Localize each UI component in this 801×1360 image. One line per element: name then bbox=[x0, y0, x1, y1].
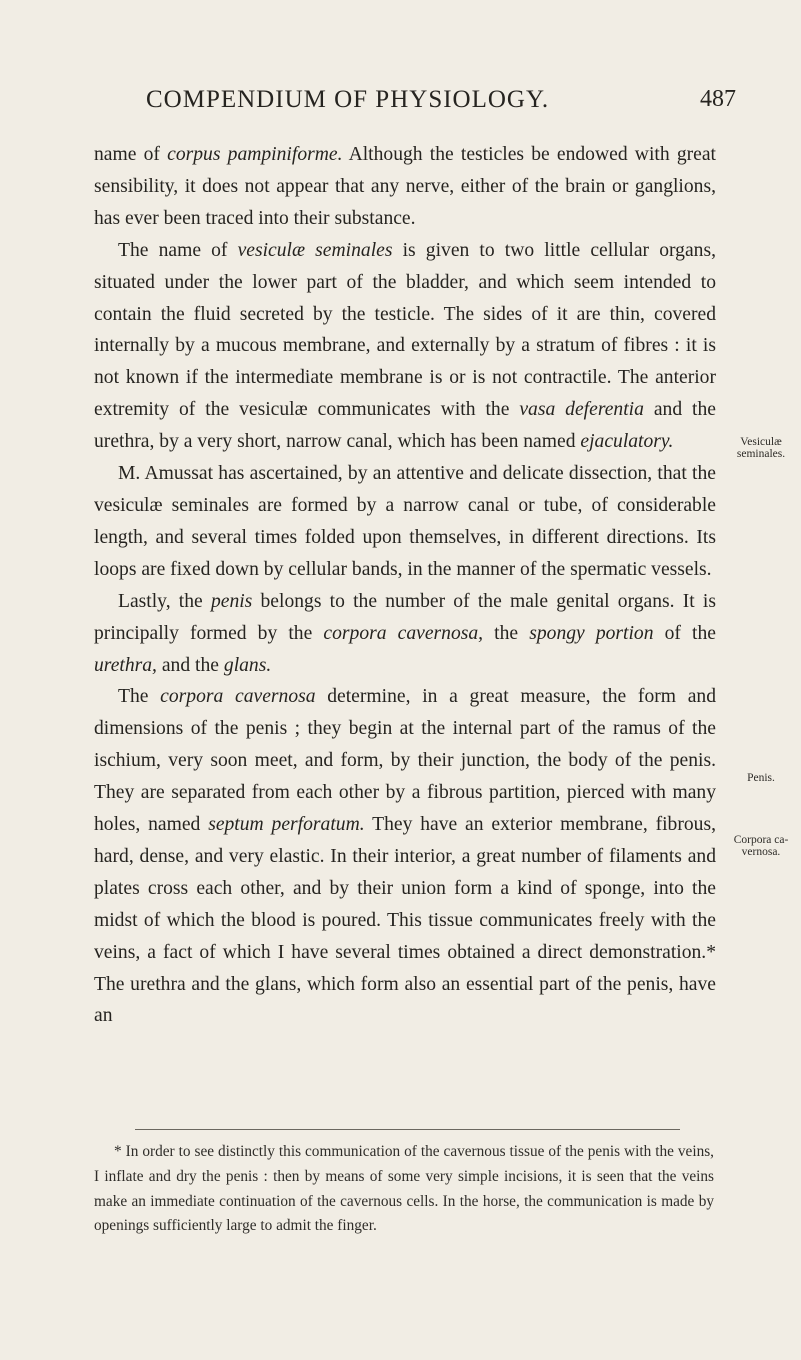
text-run: The name of bbox=[118, 239, 238, 261]
text-run: belongs to the number of the male genital organs. It is principally formed by the bbox=[94, 590, 716, 644]
marginal-note-line: Vesiculæ bbox=[740, 436, 782, 448]
italic-term: ejaculatory. bbox=[580, 431, 674, 453]
italic-term: vasa deferentia bbox=[519, 399, 644, 421]
text-run: The bbox=[118, 686, 161, 708]
paragraph bbox=[94, 235, 716, 458]
body-text bbox=[94, 139, 716, 1032]
italic-term: corpus pampiniforme. bbox=[167, 144, 343, 165]
text-run: and the urethra, by a very short, narrow canal, which has been named bbox=[94, 399, 716, 453]
footnote-divider bbox=[135, 1129, 680, 1130]
paragraph bbox=[94, 458, 716, 586]
marginal-note-line: Penis. bbox=[747, 772, 775, 784]
marginal-note-vesiculae bbox=[721, 436, 801, 460]
paragraph bbox=[94, 681, 716, 1032]
marginal-note-corpora bbox=[721, 834, 801, 858]
italic-term: spongy portion bbox=[529, 622, 654, 644]
text-run: Lastly, the bbox=[118, 590, 211, 612]
marginal-note-line: seminales. bbox=[736, 448, 786, 460]
text-run: the bbox=[483, 622, 530, 644]
page-number: 487 bbox=[700, 86, 736, 112]
marginal-note-line: vernosa. bbox=[741, 846, 781, 858]
italic-term: glans. bbox=[223, 654, 272, 676]
marginal-note-line: Corpora ca- bbox=[733, 834, 789, 846]
paragraph bbox=[94, 139, 716, 235]
text-run: is given to two little cellular organs, situated under the lower part of the bladder, and which seem intended to contain the fluid secreted by the testicle. The sides of it are thin, covered internally by a mucous membrane, and externally by a stratum of fibres : it is not known if the intermediate membrane is or is not contractile. The anterior extremity of the vesiculæ communicates with the bbox=[94, 239, 716, 421]
italic-term: corpora cavernosa bbox=[160, 686, 316, 708]
footnote bbox=[94, 1140, 714, 1239]
italic-term: septum perforatum. bbox=[208, 814, 365, 836]
marginal-note-penis bbox=[721, 772, 801, 784]
footnote-text: * In order to see distinctly this communication of the cavernous tissue of the penis with the veins, I inflate and dry the penis : then by means of some very simple incisions, it is seen that the veins make an immediate continuation of the cavernous cells. In the horse, the communication is made by openings sufficiently large to admit the finger. bbox=[94, 1143, 714, 1235]
text-run: and the bbox=[156, 654, 224, 676]
italic-term: vesiculæ seminales bbox=[237, 239, 393, 261]
italic-term: corpora cavernosa, bbox=[323, 622, 484, 644]
running-head-title: COMPENDIUM OF PHYSIOLOGY. bbox=[146, 86, 550, 113]
paragraph bbox=[94, 586, 716, 682]
text-run: of the bbox=[653, 622, 716, 644]
italic-term: urethra, bbox=[94, 654, 157, 676]
italic-term: penis bbox=[210, 590, 253, 612]
running-head bbox=[146, 86, 736, 130]
text-run: Although the testicles be endowed with great sensibility, it does not appear that any nerve, either of the brain or ganglions, has ever been traced into their substance. bbox=[94, 144, 716, 229]
text-run: name of bbox=[94, 144, 168, 165]
text-run: They have an exterior membrane, fibrous, hard, dense, and very elastic. In their interior, a great number of filaments and plates cross each other, and by their union form a kind of sponge, into the midst of which the blood is poured. This tissue communicates freely with the veins, a fact of which I have several times obtained a direct demonstration.* The urethra and the glans, which form also an essential part of the penis, have an bbox=[94, 814, 716, 1027]
text-run: M. Amussat has ascertained, by an attentive and delicate dissection, that the vesiculæ seminales are formed by a narrow canal or tube, of considerable length, and several times folded upon themselves, in different directions. Its loops are fixed down by cellular bands, in the manner of the spermatic vessels. bbox=[94, 463, 716, 580]
text-run: determine, in a great measure, the form and dimensions of the penis ; they begin at the internal part of the ramus of the ischium, very soon meet, and form, by their junction, the body of the penis. They are separated from each other by a fibrous partition, pierced with many holes, named bbox=[94, 686, 716, 836]
